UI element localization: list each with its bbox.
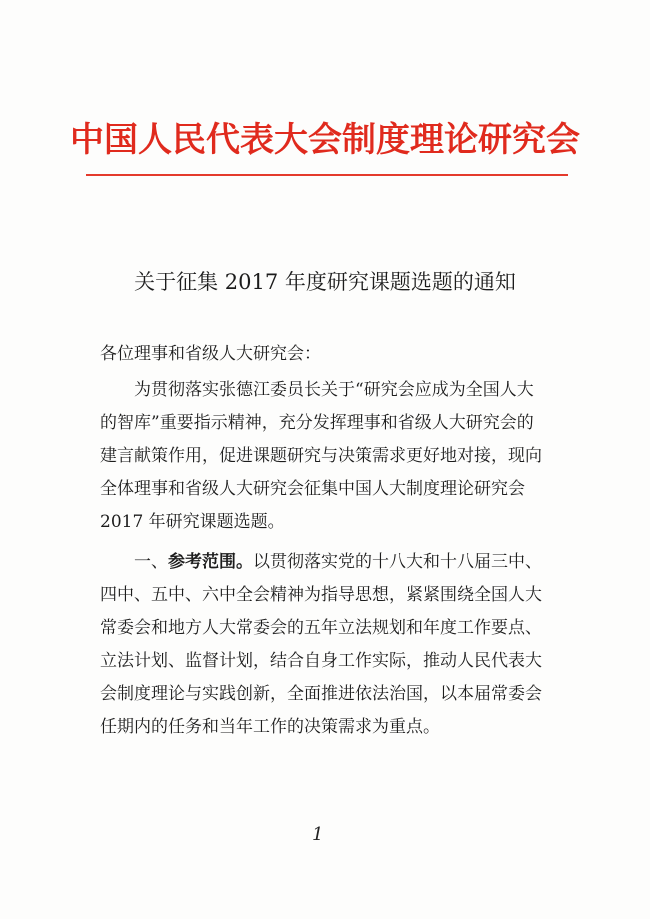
- paragraph-2: [100, 546, 600, 744]
- letterhead-title: 中国人民代表大会制度理论研究会: [70, 120, 580, 160]
- paragraph-line: 的智库”重要指示精神，充分发挥理事和省级人大研究会的: [100, 413, 534, 433]
- paragraph-line: 四中、五中、六中全会精神为指导思想，紧紧围绕全国人大: [100, 585, 542, 605]
- paragraph-line: 2017 年研究课题选题。: [100, 512, 285, 532]
- paragraph-line: 常委会和地方人大常委会的五年立法规划和年度工作要点、: [100, 618, 542, 638]
- paragraph-line: 任期内的任务和当年工作的决策需求为重点。: [100, 717, 440, 737]
- paragraph-line: 全体理事和省级人大研究会征集中国人大制度理论研究会: [100, 479, 525, 499]
- paragraph-line: 一、参考范围。以贯彻落实党的十八大和十八届三中、: [134, 552, 542, 572]
- paragraph-1: [100, 374, 600, 539]
- letterhead-red-rule: [86, 174, 568, 176]
- paragraph-line: 为贯彻落实张德江委员长关于“研究会应成为全国人大: [134, 380, 534, 400]
- page-number: 1: [312, 824, 324, 845]
- section-number: 一、: [134, 552, 168, 572]
- salutation: 各位理事和省级人大研究会：: [100, 344, 321, 364]
- paragraph-line: 建言献策作用，促进课题研究与决策需求更好地对接，现向: [100, 446, 542, 466]
- section-heading: 参考范围。: [168, 552, 253, 572]
- paragraph-line: 立法计划、监督计划，结合自身工作实际，推动人民代表大: [100, 651, 542, 671]
- notice-title: 关于征集 2017 年度研究课题选题的通知: [134, 270, 516, 294]
- paragraph-line: 会制度理论与实践创新，全面推进依法治国，以本届常委会: [100, 684, 542, 704]
